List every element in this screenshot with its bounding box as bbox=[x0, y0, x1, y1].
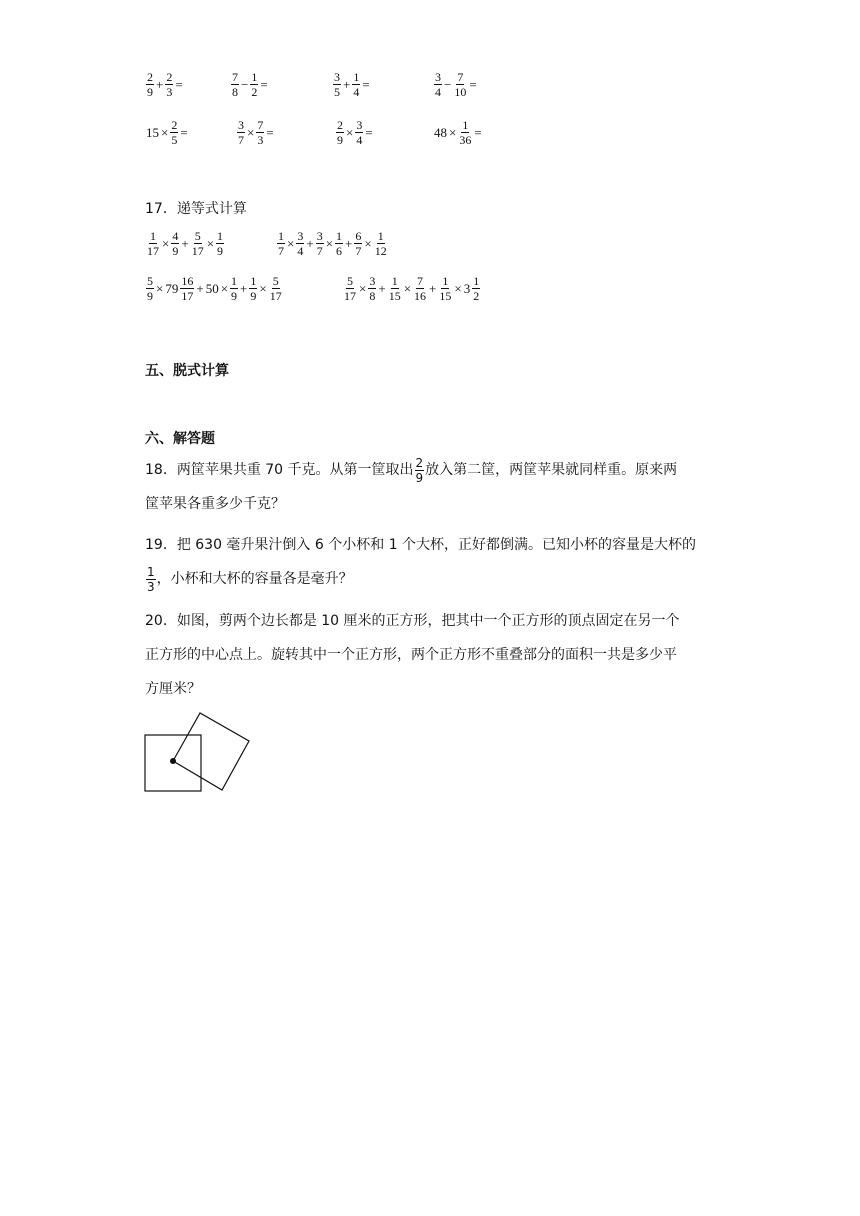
fraction: $\frac{2}{5}$ bbox=[171, 118, 178, 147]
fraction: $\frac{3}{4}$ bbox=[435, 70, 441, 99]
fraction: $\frac{1}{36}$ bbox=[459, 118, 472, 147]
calc-row2-item2: $\frac{3}{7}$ × $\frac{7}{3}$ = bbox=[238, 118, 274, 147]
fraction: $\frac{2}{9}$ bbox=[337, 118, 343, 147]
question-17-label: 17．递等式计算 bbox=[145, 201, 247, 217]
fraction: $\frac{3}{5}$ bbox=[334, 70, 340, 99]
calc-row1-item4: $\frac{3}{4}$ − $\frac{7}{10}$ = bbox=[435, 70, 477, 99]
fraction: $\frac{7}{3}$ bbox=[257, 118, 264, 147]
fraction: $\frac{7}{10}$ bbox=[454, 70, 467, 99]
fraction: $\frac{1}{2}$ bbox=[251, 70, 258, 99]
section-6-title: 六、解答题 bbox=[145, 431, 215, 447]
two-squares-figure bbox=[140, 708, 260, 798]
fraction: $\frac{3}{7}$ bbox=[238, 118, 244, 147]
fraction: $\frac{2}{3}$ bbox=[166, 70, 173, 99]
center-point bbox=[170, 758, 176, 764]
fraction: $\frac{3}{4}$ bbox=[356, 118, 363, 147]
calc-row2-item3: $\frac{2}{9}$ × $\frac{3}{4}$ = bbox=[337, 118, 373, 147]
q17-expression-4: $\frac{5}{17}$ × $\frac{3}{8}$ + $\frac{1}{15}$ × $\frac{7}{16}$ + $\frac{1}{15}$ × 3 $\frac{1}{2}$ bbox=[344, 274, 480, 303]
calc-row1-item3: $\frac{3}{5}$ + $\frac{1}{4}$ = bbox=[334, 70, 370, 99]
q17-expression-3: $\frac{5}{9}$ × 79 $\frac{16}{17}$ + 50 × $\frac{1}{9}$ + $\frac{1}{9}$ × $\frac{5}{17}$ bbox=[147, 274, 282, 303]
calc-row1-item1: $\frac{2}{9}$ + $\frac{2}{3}$ = bbox=[147, 70, 183, 99]
calc-row2-item4: 48 × $\frac{1}{36}$ = bbox=[434, 118, 482, 147]
fraction: $\frac{1}{3}$ bbox=[147, 564, 155, 594]
rotated-square bbox=[173, 713, 249, 790]
fraction: $\frac{2}{9}$ bbox=[415, 455, 424, 485]
section-5-title: 五、脱式计算 bbox=[145, 363, 229, 379]
calc-row2-item1: 15 × $\frac{2}{5}$ = bbox=[146, 118, 188, 147]
question-19: 19．把 630 毫升果汁倒入 6 个小杯和 1 个大杯，正好都倒满。已知小杯的容量是大杯的 $\frac{1}{3}$ ，小杯和大杯的容量各是毫升？ bbox=[145, 537, 697, 594]
fraction: $\frac{7}{8}$ bbox=[232, 70, 238, 99]
fraction: $\frac{1}{4}$ bbox=[353, 70, 360, 99]
calc-row1-item2: $\frac{7}{8}$ − $\frac{1}{2}$ = bbox=[232, 70, 268, 99]
q17-expression-2: $\frac{1}{7}$ × $\frac{3}{4}$ + $\frac{3}{7}$ × $\frac{1}{6}$ + $\frac{6}{7}$ × $\frac{1}{12}$ bbox=[278, 229, 387, 258]
question-20: 20．如图，剪两个边长都是 10 厘米的正方形，把其中一个正方形的顶点固定在另一个 正方形的中心点上。旋转其中一个正方形，两个正方形不重叠部分的面积一共是多少平 方厘米？ bbox=[145, 613, 680, 697]
q17-expression-1: $\frac{1}{17}$ × $\frac{4}{9}$ + $\frac{5}{17}$ × $\frac{1}{9}$ bbox=[147, 229, 224, 258]
question-18: 18．两筐苹果共重 70 千克。从第一筐取出 $\frac{2}{9}$ 放入第二筐，两筐苹果就同样重。原来两 筐苹果各重多少千克？ bbox=[145, 455, 678, 512]
fraction: $\frac{2}{9}$ bbox=[147, 70, 153, 99]
